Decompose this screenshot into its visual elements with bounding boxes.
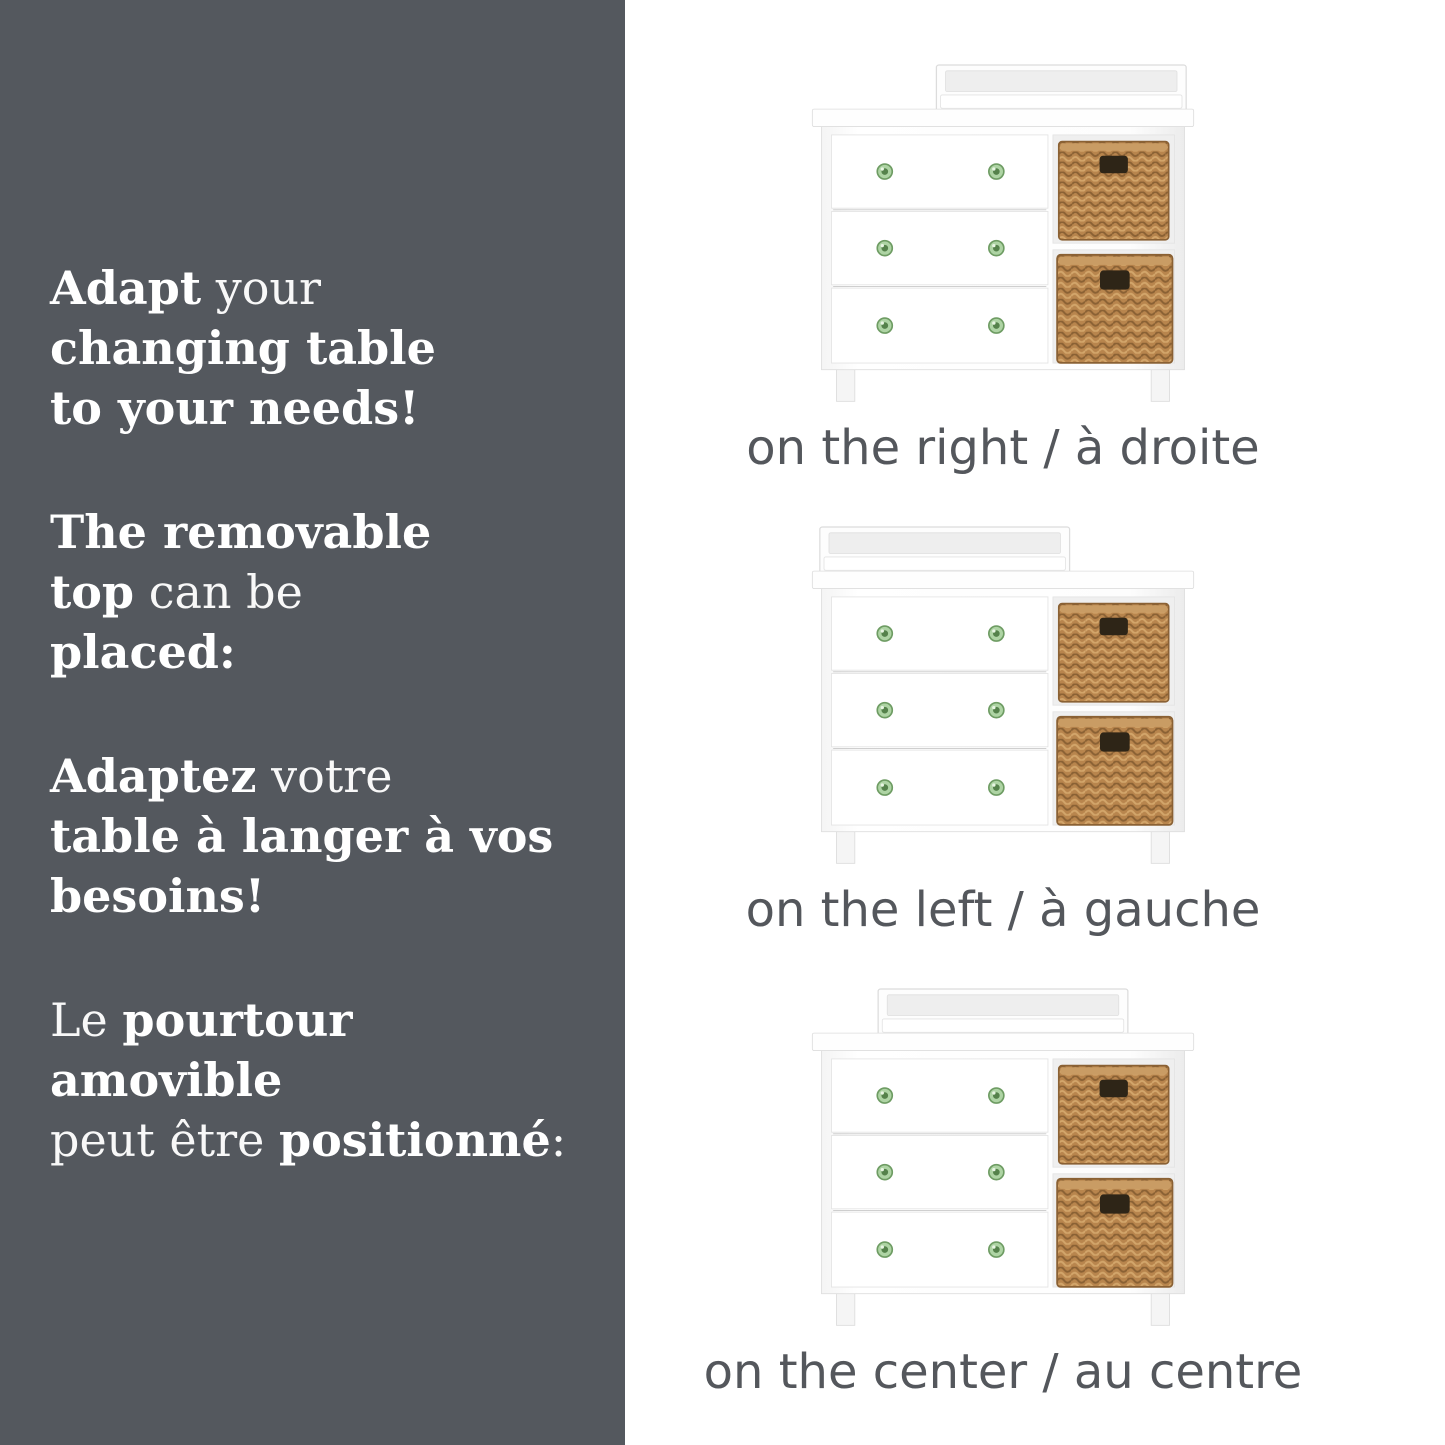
text-line: table à langer à vos bbox=[50, 809, 554, 863]
changing-tray bbox=[820, 527, 1070, 574]
left-text-panel bbox=[0, 0, 625, 1445]
dresser-body bbox=[812, 1033, 1193, 1325]
dresser-photo-tray-center bbox=[786, 974, 1220, 1332]
text-line: placed: bbox=[50, 625, 236, 679]
figure-tray-left bbox=[746, 512, 1261, 940]
removable-top-text-fr bbox=[50, 990, 589, 1170]
dresser-body bbox=[812, 571, 1193, 863]
removable-top-text-en bbox=[50, 502, 589, 682]
text-line: changing table bbox=[50, 321, 436, 375]
intro-text-en bbox=[50, 258, 589, 438]
changing-tray bbox=[878, 989, 1128, 1036]
text-line: peut être positionné: bbox=[50, 1113, 567, 1167]
dresser-photo-tray-right bbox=[786, 50, 1220, 408]
caption-tray-center: on the center / au centre bbox=[703, 1344, 1303, 1400]
text-line: besoins! bbox=[50, 869, 266, 923]
text-line: Adapt your bbox=[50, 261, 321, 315]
figure-tray-right bbox=[746, 50, 1259, 478]
text-line: to your needs! bbox=[50, 381, 420, 435]
text-line: The removable bbox=[50, 505, 432, 559]
changing-tray bbox=[936, 65, 1186, 112]
dresser-body bbox=[812, 109, 1193, 401]
text-line: Le pourtour amovible bbox=[50, 993, 353, 1107]
caption-tray-right: on the right / à droite bbox=[746, 420, 1260, 476]
text-line: Adaptez votre bbox=[50, 749, 393, 803]
configurations-column bbox=[625, 0, 1445, 1445]
intro-text-fr bbox=[50, 746, 589, 926]
caption-tray-left: on the left / à gauche bbox=[745, 882, 1261, 938]
figure-tray-center bbox=[704, 974, 1303, 1402]
text-line: top can be bbox=[50, 565, 303, 619]
dresser-photo-tray-left bbox=[786, 512, 1220, 870]
